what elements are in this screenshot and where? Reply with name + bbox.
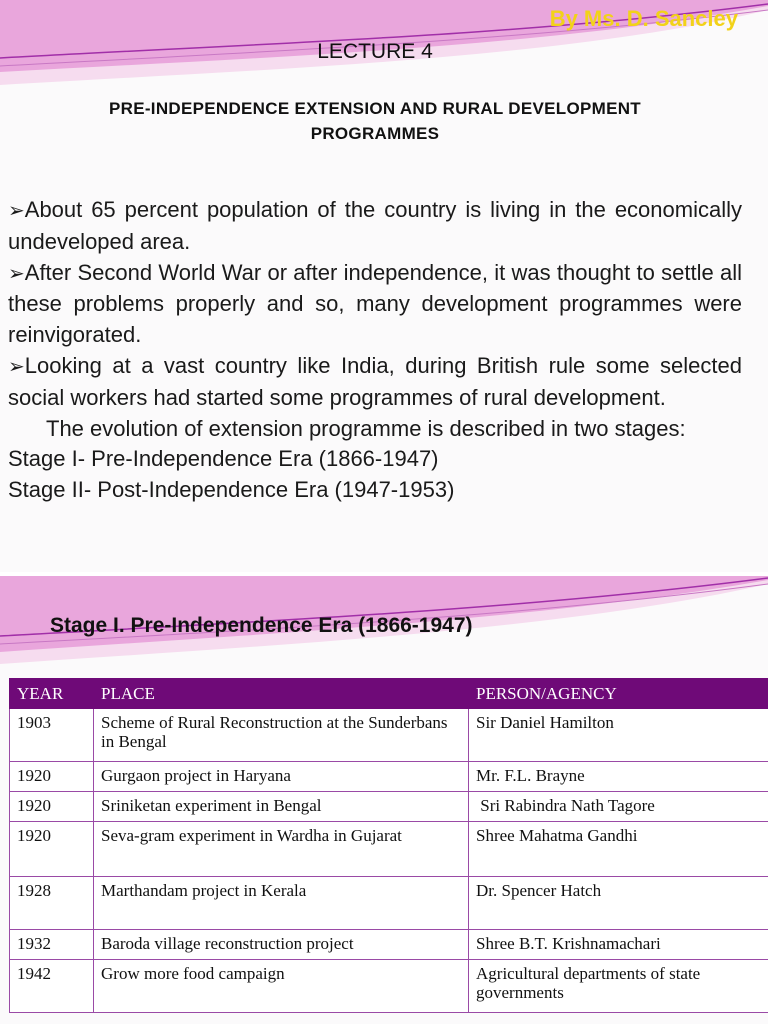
bullet-paragraph — [8, 195, 742, 258]
table-header-row — [10, 679, 768, 709]
table-row — [10, 877, 768, 930]
stage-2-line: Stage II- Post-Independence Era (1947-1953) — [8, 477, 455, 503]
evolution-paragraph: The evolution of extension programme is described in two stages: — [46, 415, 686, 441]
cell-year: 1920 — [10, 822, 94, 877]
cell-person: Mr. F.L. Brayne — [469, 762, 768, 792]
table-row — [10, 822, 768, 877]
cell-year: 1932 — [10, 930, 94, 960]
arrow-bullet-icon: ➢ — [8, 262, 25, 285]
bullet-paragraph — [8, 351, 742, 414]
cell-year: 1920 — [10, 792, 94, 822]
slide-stage-one-table — [0, 576, 768, 1024]
cell-place: Marthandam project in Kerala — [94, 877, 469, 930]
stage-1-line: Stage I- Pre-Independence Era (1866-1947) — [8, 446, 439, 472]
title-line-1: PRE-INDEPENDENCE EXTENSION AND RURAL DEVELOPMENT — [108, 99, 641, 118]
table-row — [10, 762, 768, 792]
stage-heading: Stage I. Pre-Independence Era (1866-1947) — [50, 614, 473, 637]
cell-place: Gurgaon project in Haryana — [94, 762, 469, 792]
cell-place: Seva-gram experiment in Wardha in Gujarat — [94, 822, 469, 877]
column-header-place: PLACE — [94, 679, 469, 709]
author-credit: By Ms. D. Sancley — [549, 6, 738, 31]
cell-person: Shree B.T. Krishnamachari — [469, 930, 768, 960]
table-row — [10, 709, 768, 762]
cell-year: 1903 — [10, 709, 94, 762]
cell-person: Dr. Spencer Hatch — [469, 877, 768, 930]
cell-person: Sir Daniel Hamilton — [469, 709, 768, 762]
cell-year: 1942 — [10, 960, 94, 1013]
cell-year: 1928 — [10, 877, 94, 930]
bullet-text: Looking at a vast country like India, during British rule some selected social workers had started some programmes of rural development. — [8, 352, 742, 410]
cell-person: Shree Mahatma Gandhi — [469, 822, 768, 877]
lecture-number: LECTURE 4 — [317, 40, 433, 63]
column-header-year: YEAR — [10, 679, 94, 709]
bullet-text: About 65 percent population of the country is living in the economically undeveloped area. — [8, 197, 742, 254]
cell-place: Baroda village reconstruction project — [94, 930, 469, 960]
bullet-paragraph — [8, 258, 742, 351]
bullet-text: After Second World War or after independence, it was thought to settle all these problems properly and so, many development programmes were reinvigorated. — [8, 259, 742, 348]
arrow-bullet-icon: ➢ — [8, 355, 25, 378]
cell-place: Scheme of Rural Reconstruction at the Sunderbans in Bengal — [94, 709, 469, 762]
cell-place: Sriniketan experiment in Bengal — [94, 792, 469, 822]
cell-person: Agricultural departments of state governments — [469, 960, 768, 1013]
cell-place: Grow more food campaign — [94, 960, 469, 1013]
cell-year: 1920 — [10, 762, 94, 792]
cell-person: Sri Rabindra Nath Tagore — [469, 792, 768, 822]
table-row — [10, 792, 768, 822]
programme-table — [9, 678, 768, 1013]
table-row — [10, 960, 768, 1013]
document-title — [40, 96, 710, 146]
column-header-person-agency: PERSON/AGENCY — [469, 679, 768, 709]
table-row — [10, 930, 768, 960]
title-line-2: PROGRAMMES — [310, 124, 440, 143]
arrow-bullet-icon: ➢ — [8, 200, 25, 222]
body-text — [8, 195, 742, 506]
